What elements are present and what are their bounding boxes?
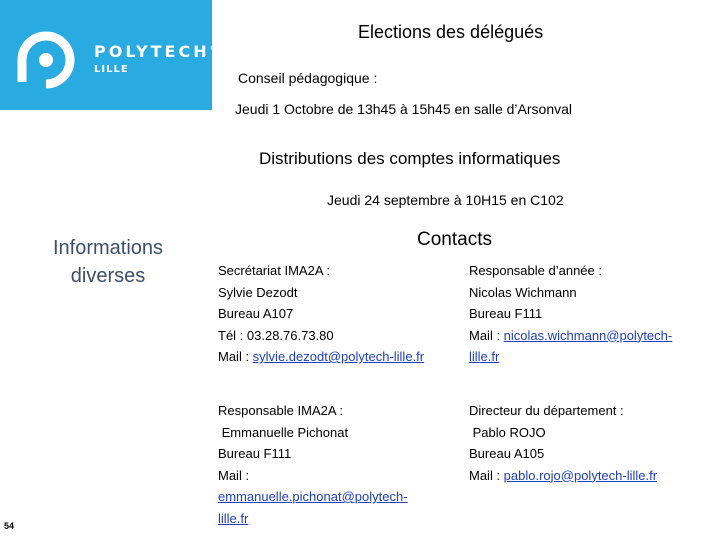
page-title: Elections des délégués (358, 22, 544, 42)
mail-label: Mail : (218, 349, 253, 364)
mail-label: Mail : (469, 467, 504, 483)
contact-role: Directeur du département : (469, 403, 624, 418)
contact-name: Nicolas Wichmann (469, 284, 577, 300)
page-number: 54 (4, 521, 15, 531)
contact-ima2a-manager (218, 400, 408, 529)
sidebar-title: Informations diverses (52, 237, 164, 287)
contact-name: Emmanuelle Pichonat (218, 424, 349, 440)
contact-office: Bureau F111 (469, 306, 543, 321)
distribution-title: Distributions des comptes informatiques (259, 149, 561, 168)
email-link-continued[interactable]: lille.fr (218, 510, 249, 526)
contact-year-manager (469, 260, 672, 368)
email-link[interactable]: sylvie.dezodt@polytech-lille.fr (252, 349, 425, 364)
contact-role: Secrétariat IMA2A : (218, 263, 330, 278)
mail-label: Mail : (469, 327, 504, 343)
contact-office: Bureau F111 (218, 446, 292, 461)
contact-name: Pablo ROJO (469, 424, 546, 440)
contacts-title: Contacts (417, 229, 492, 250)
polytech-logo-icon (14, 30, 84, 90)
email-link[interactable]: emmanuelle.pichonat@polytech- (218, 489, 408, 504)
council-date: Jeudi 1 Octobre de 13h45 à 15h45 en salle d’Arsonval (235, 101, 573, 117)
logo-subtitle: LILLE (94, 64, 129, 75)
contact-department-director (469, 400, 657, 486)
sidebar (0, 0, 221, 540)
distribution-date: Jeudi 24 septembre à 10H15 en C102 (327, 192, 564, 208)
contact-secretariat (218, 260, 424, 368)
contact-name: Sylvie Dezodt (218, 284, 298, 300)
contact-office: Bureau A105 (469, 446, 545, 461)
email-link-continued[interactable]: lille.fr (469, 349, 500, 364)
contact-phone: Tél : 03.28.76.73.80 (218, 327, 334, 343)
contact-role: Responsable IMA2A : (218, 403, 344, 418)
contact-role: Responsable d’année : (469, 263, 602, 278)
email-link[interactable]: pablo.rojo@polytech-lille.fr (503, 467, 658, 483)
council-label: Conseil pédagogique : (238, 70, 378, 86)
logo-wordmark: POLYTECH® (94, 42, 221, 61)
polytech-logo (14, 30, 221, 90)
mail-label: Mail : (218, 467, 250, 483)
email-link[interactable]: nicolas.wichmann@polytech- (503, 327, 673, 343)
contact-office: Bureau A107 (218, 306, 294, 321)
